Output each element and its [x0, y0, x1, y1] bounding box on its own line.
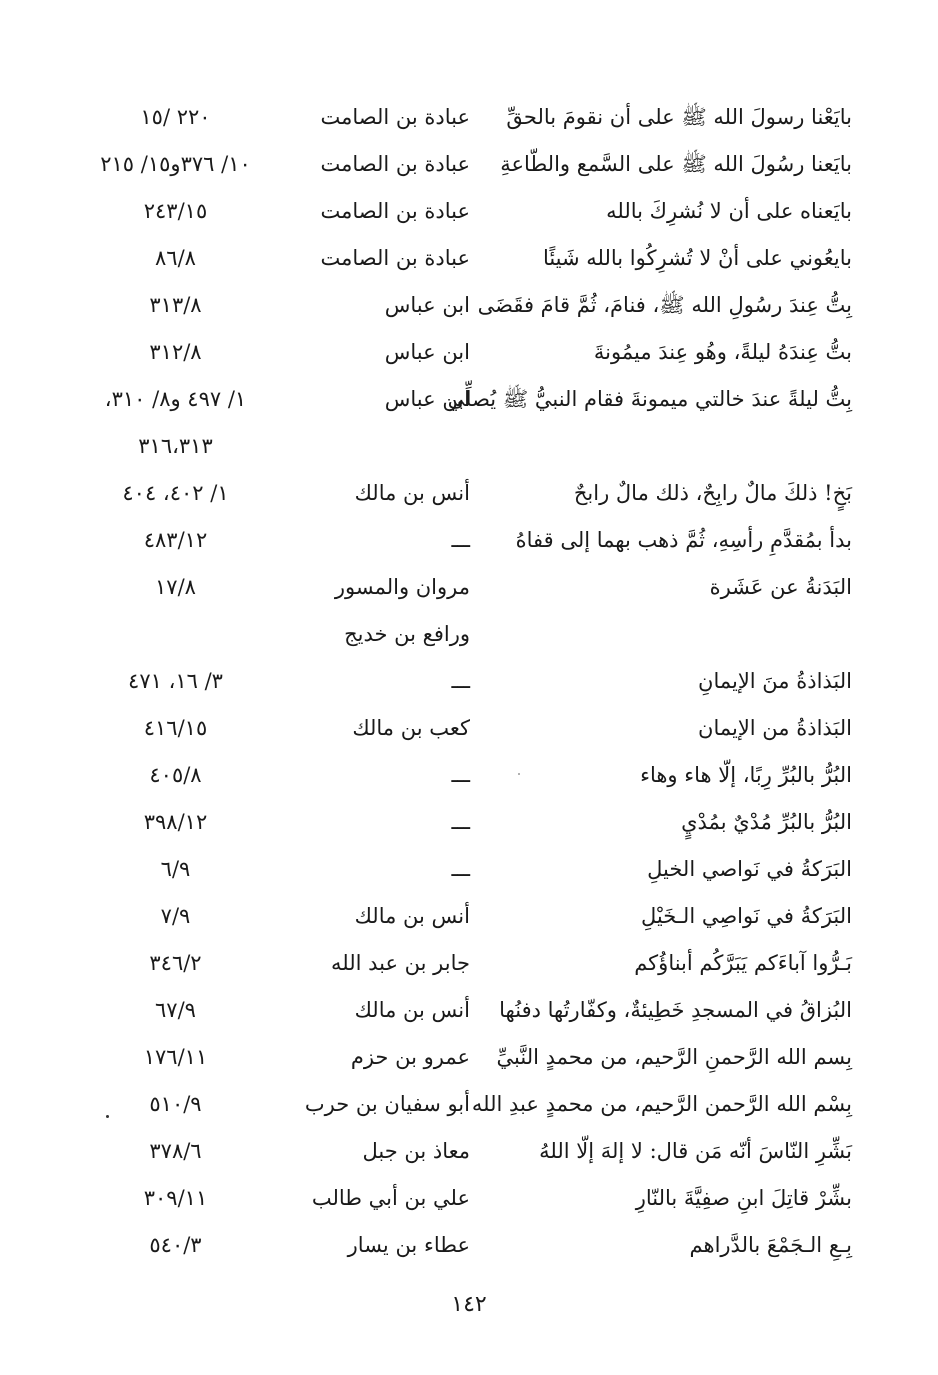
index-row: [0, 564, 938, 611]
narrator-name: ابن عباس: [384, 293, 470, 317]
hadith-text: بشِّرْ قاتِلَ ابنِ صفِيَّةَ بالنّارِ: [635, 1186, 852, 1210]
volume-page-reference: ١٧/٨: [155, 575, 196, 599]
narrator-name: كعب بن مالك: [352, 716, 470, 740]
volume-page-reference: ٨٦/٨: [155, 246, 196, 270]
index-row: [0, 1222, 938, 1269]
hadith-text: بَخٍ! ذلكَ مالٌ رابِحٌ، ذلك مالٌ رابحٌ: [573, 481, 852, 505]
narrator-name: ابن عباس: [384, 340, 470, 364]
volume-page-reference: ٤١٦/١٥: [143, 716, 208, 740]
volume-page-reference: ٣٤٦/٢: [149, 951, 202, 975]
volume-page-reference: ١/ ٤٩٧ و٨/ ٣١٠،: [104, 387, 247, 411]
narrator-name: ـــ: [451, 528, 470, 552]
index-row: [0, 940, 938, 987]
hadith-text: بِسم الله الرَّحمنِ الرَّحيم، من محمدٍ النَّبيِّ: [496, 1045, 852, 1069]
narrator-name: أنس بن مالك: [354, 998, 470, 1022]
index-row: [0, 1128, 938, 1175]
hadith-text: البُرُّ بالبُرِّ مُدْيٌ بمُدْيٍ: [681, 810, 852, 834]
volume-page-reference: ٣٩٨/١٢: [143, 810, 208, 834]
volume-page-reference: ١/ ٤٠٢، ٤٠٤: [122, 481, 229, 505]
volume-page-reference: ٣٠٩/١١: [143, 1186, 208, 1210]
hadith-text: بتُّ عِندَهُ ليلةً، وهُو عِندَ ميمُونةَ: [593, 340, 852, 364]
volume-page-reference: ٣١٢/٨: [149, 340, 202, 364]
hadith-text: بَـرُّوا آباءَكم يَبَرَّكُم أبناؤُكم: [634, 951, 852, 975]
hadith-text: بِتُّ ليلةً عندَ خالتي ميمونةَ فقام النبيُّ ﷺ يُصلِّي: [447, 387, 852, 411]
narrator-name: ـــ: [451, 810, 470, 834]
hadith-text: البَذاذةُ من الإيمان: [698, 716, 852, 740]
volume-page-reference: ٥١٠/٩: [149, 1092, 202, 1116]
index-row: [0, 423, 938, 470]
index-row: [0, 987, 938, 1034]
index-row: [0, 752, 938, 799]
index-row: [0, 141, 938, 188]
volume-page-reference: ٣١٦،٣١٣: [138, 434, 213, 458]
scan-speck: [106, 1115, 109, 1118]
volume-page-reference: ٦/٩: [160, 857, 191, 881]
index-row: [0, 470, 938, 517]
volume-page-reference: ٧/٩: [160, 904, 191, 928]
index-row: [0, 1175, 938, 1222]
volume-page-reference: [88, 611, 263, 658]
hadith-text: البَرَكةُ في نَواصِي الـخَيْلِ: [640, 904, 852, 928]
narrator-name: [290, 423, 470, 470]
hadith-text: بايَعنا رسُولَ الله ﷺ على السَّمع والطّاعةِ: [500, 152, 852, 176]
narrator-name: ـــ: [451, 669, 470, 693]
hadith-text: البَرَكةُ في نَواصي الخيلِ: [647, 857, 852, 881]
narrator-name: جابر بن عبد الله: [330, 951, 470, 975]
volume-page-reference: ٦٧/٩: [155, 998, 196, 1022]
narrator-name: أنس بن مالك: [354, 481, 470, 505]
narrator-name: مروان والمسور: [334, 575, 470, 599]
index-row: [0, 376, 938, 423]
narrator-name: أنس بن مالك: [354, 904, 470, 928]
volume-page-reference: ٣١٣/٨: [149, 293, 202, 317]
narrator-name: ـــ: [451, 763, 470, 787]
index-row: [0, 611, 938, 658]
index-row: [0, 329, 938, 376]
hadith-text: بِسْم الله الرَّحمن الرَّحيم، من محمدٍ عبدِ الله: [471, 1092, 852, 1116]
narrator-name: عبادة بن الصامت: [320, 152, 470, 176]
index-row: [0, 846, 938, 893]
narrator-name: عطاء بن يسار: [347, 1233, 470, 1257]
narrator-name: علي بن أبي طالب: [311, 1186, 470, 1210]
scan-speck: [518, 773, 520, 775]
narrator-name: عبادة بن الصامت: [320, 199, 470, 223]
hadith-text: بِـعِ الـجَمْعَ بالدَّراهم: [689, 1233, 852, 1257]
volume-page-reference: ٢٤٣/١٥: [143, 199, 208, 223]
narrator-name: ابن عباس: [384, 387, 470, 411]
narrator-name: عبادة بن الصامت: [320, 246, 470, 270]
volume-page-reference: ١٠/ ٣٧٦و١٥/ ٢١٥: [100, 152, 251, 176]
index-row: [0, 1034, 938, 1081]
hadith-text: بايَعناه على أن لا نُشرِكَ بالله: [606, 199, 852, 223]
index-row: [0, 282, 938, 329]
index-row: [0, 235, 938, 282]
narrator-name: عبادة بن الصامت: [320, 105, 470, 129]
index-row: [0, 705, 938, 752]
volume-page-reference: ٥٤٠/٣: [149, 1233, 202, 1257]
narrator-name: أبو سفيان بن حرب: [304, 1092, 470, 1116]
narrator-name: معاذ بن جبل: [362, 1139, 470, 1163]
index-row: [0, 188, 938, 235]
hadith-text: البُرُّ بالبُرِّ رِبًا، إلّا هاء وهاء: [640, 763, 852, 787]
hadith-text: بدأ بمُقدَّمِ رأسِهِ، ثُمَّ ذهب بهما إلى قفاهُ: [515, 528, 852, 552]
volume-page-reference: ١٧٦/١١: [143, 1045, 208, 1069]
volume-page-reference: ٢٢٠ /١٥: [140, 105, 211, 129]
volume-page-reference: ٤٨٣/١٢: [143, 528, 208, 552]
hadith-text: البَذاذةُ منَ الإيمانِ: [698, 669, 852, 693]
index-row: [0, 893, 938, 940]
hadith-text: بايَعْنا رسولَ الله ﷺ على أن نقومَ بالحقِّ: [506, 105, 852, 129]
volume-page-reference: ٤٠٥/٨: [149, 763, 202, 787]
narrator-name: عمرو بن حزم: [350, 1045, 470, 1069]
narrator-name: ـــ: [451, 857, 470, 881]
hadith-text: البُزاقُ في المسجدِ خَطِيئةٌ، وكفّارتُها دفنُها: [499, 998, 852, 1022]
index-row: [0, 1081, 938, 1128]
hadith-text: بَشِّرِ النّاسَ أنّه مَن قال: لا إلهَ إلّا اللهُ: [539, 1139, 852, 1163]
hadith-text: [482, 423, 852, 470]
volume-page-reference: ٣٧٨/٦: [149, 1139, 202, 1163]
index-row: [0, 517, 938, 564]
volume-page-reference: ٣/ ١٦، ٤٧١: [128, 669, 223, 693]
index-row: [0, 94, 938, 141]
index-row: [0, 658, 938, 705]
index-row: [0, 799, 938, 846]
hadith-index-table: [0, 94, 938, 1269]
hadith-text: بايعُوني على أنْ لا تُشرِكُوا بالله شَيئًا: [542, 246, 852, 270]
hadith-text: [482, 611, 852, 658]
narrator-name: ورافع بن خديج: [344, 622, 470, 646]
page-number: ١٤٢: [451, 1292, 487, 1317]
hadith-text: البَدَنةُ عن عَشَرة: [709, 575, 852, 599]
hadith-text: بِتُّ عِندَ رسُولِ الله ﷺ، فنامَ، ثُمَّ قامَ فقَضَى: [477, 293, 852, 317]
